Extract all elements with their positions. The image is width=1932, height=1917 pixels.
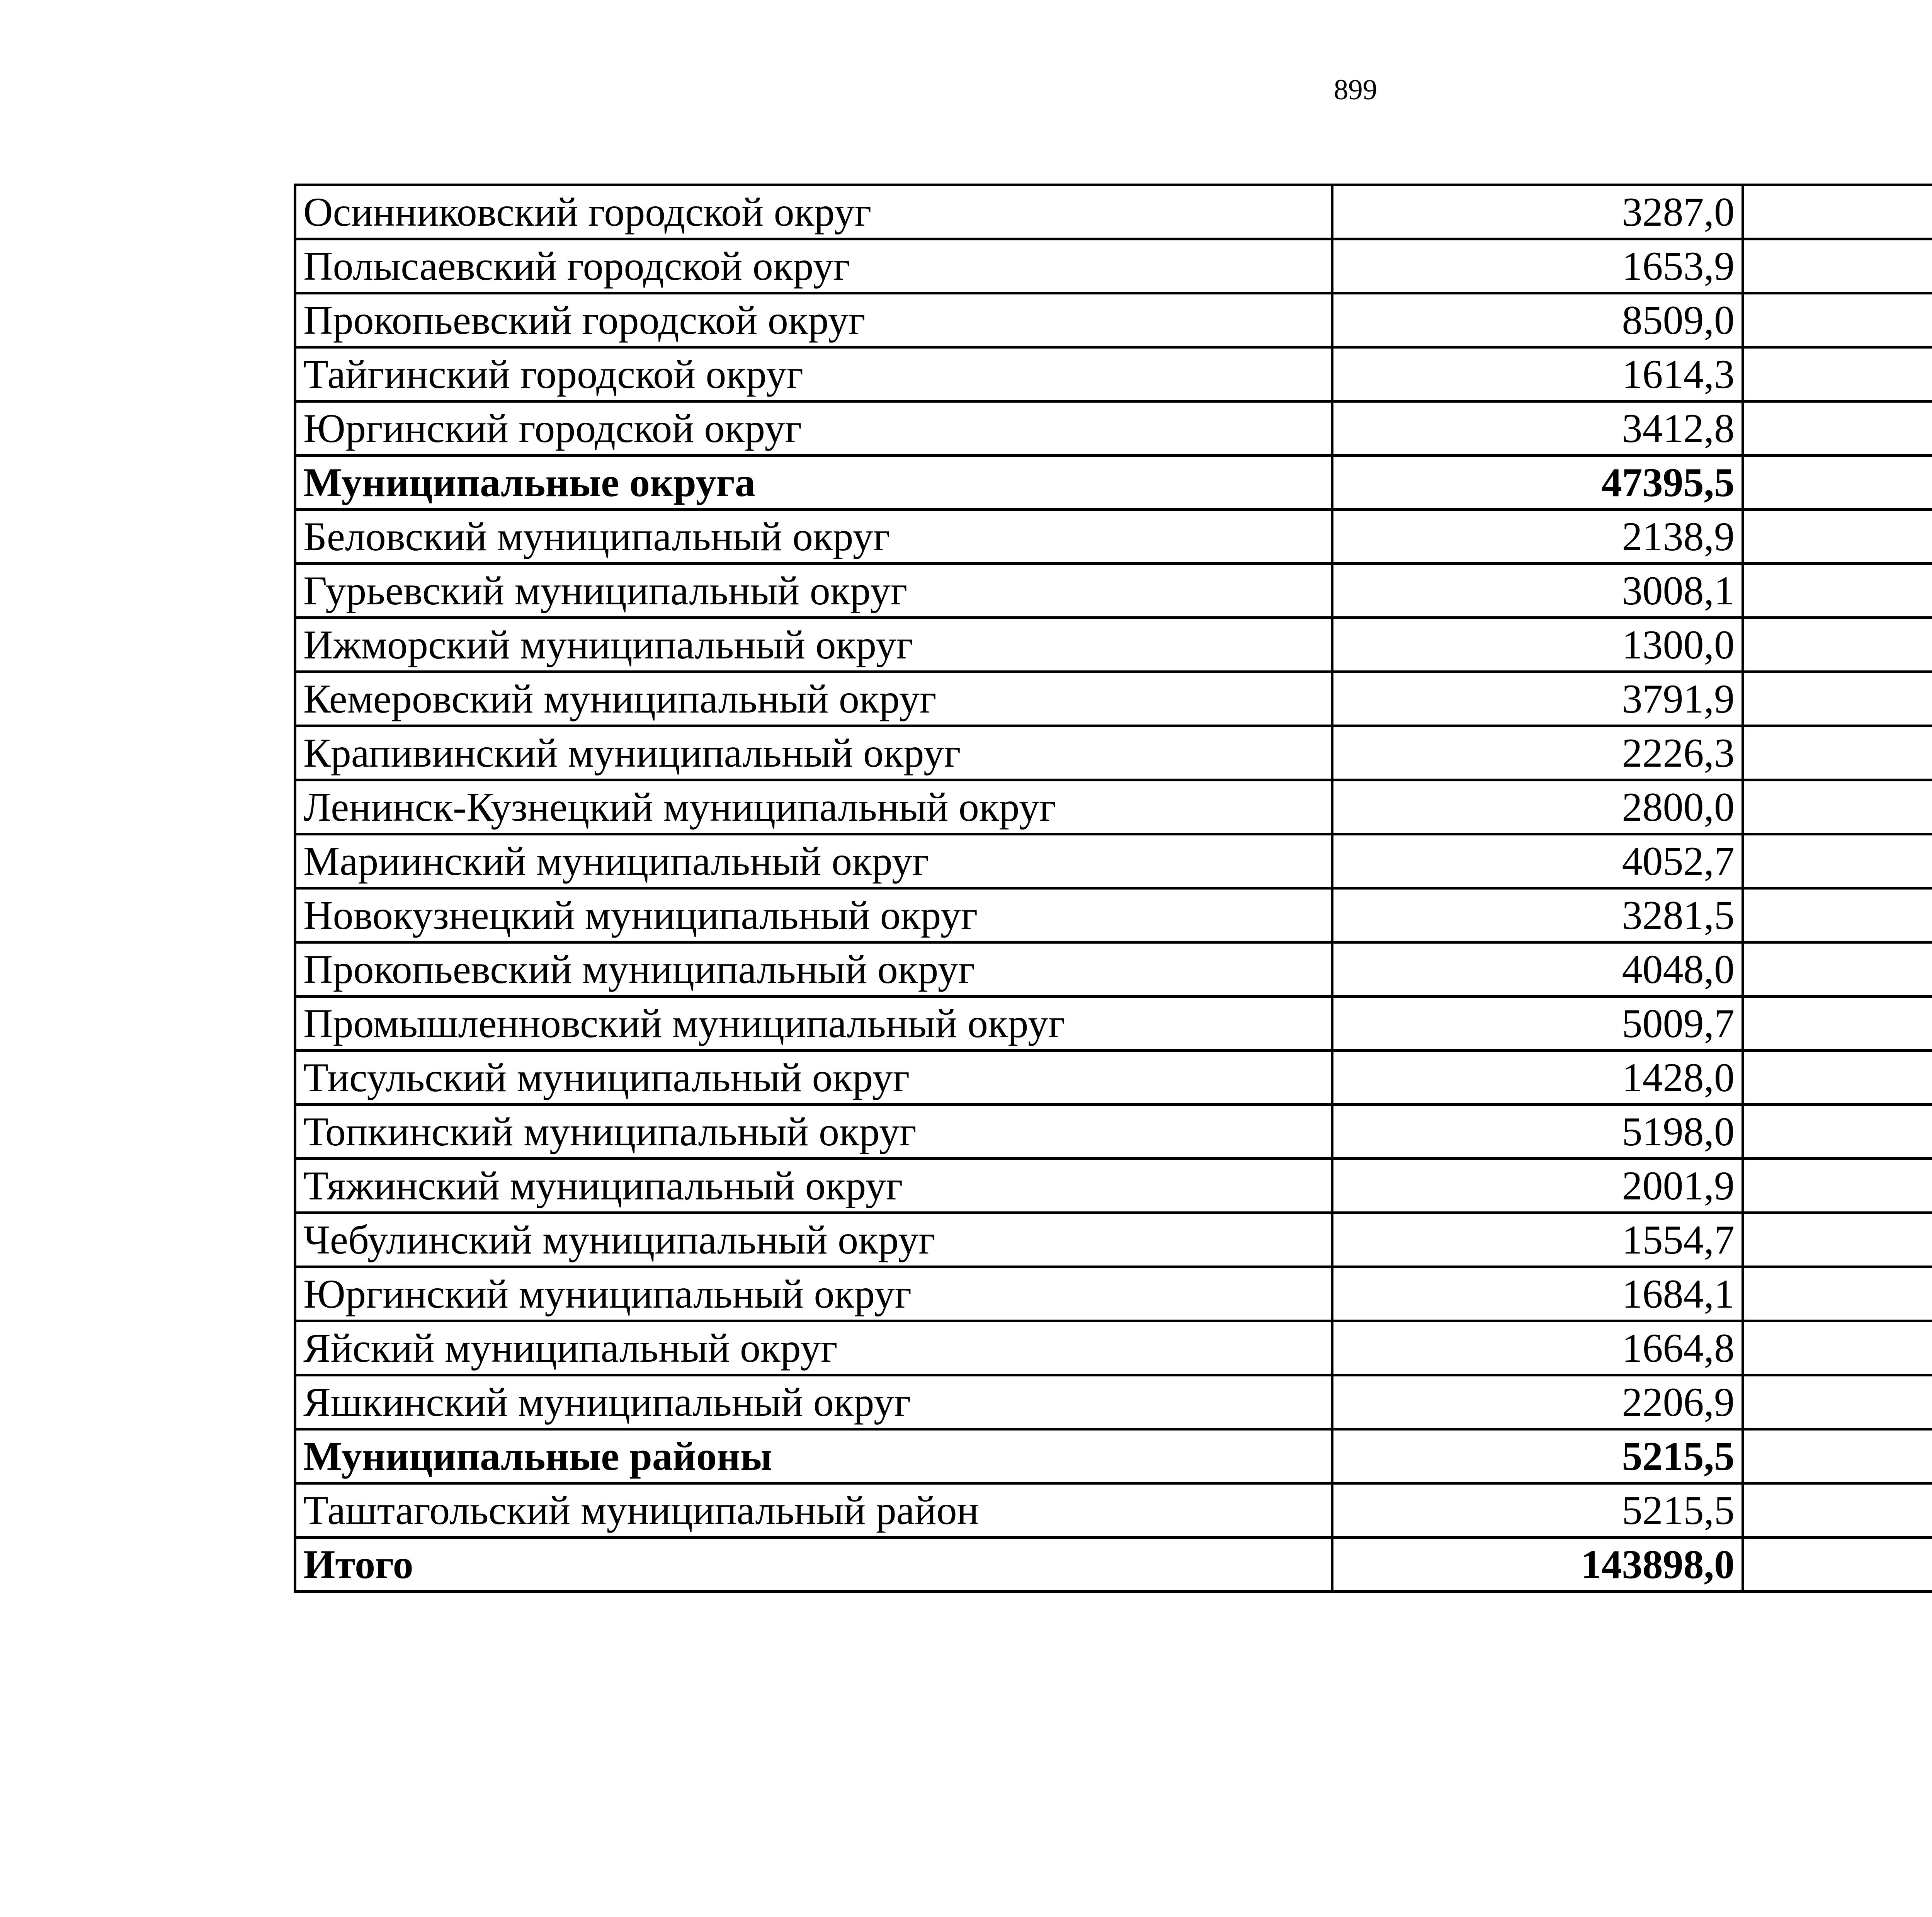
table-row: [295, 1375, 1932, 1429]
row-value-1-cell: 1684,1: [1332, 1267, 1743, 1321]
row-name-cell: Беловский муниципальный округ: [295, 510, 1332, 564]
row-value-1-cell: 5215,5: [1332, 1483, 1743, 1538]
table-row: [295, 672, 1932, 726]
row-name-cell: Итого: [295, 1538, 1332, 1592]
row-name-cell: Кемеровский муниципальный округ: [295, 672, 1332, 726]
row-name-cell: Яйский муниципальный округ: [295, 1321, 1332, 1375]
row-name-cell: Яшкинский муниципальный округ: [295, 1375, 1332, 1429]
row-value-1-cell: 4048,0: [1332, 942, 1743, 997]
row-value-1-cell: 1428,0: [1332, 1051, 1743, 1105]
row-name-cell: Таштагольский муниципальный район: [295, 1483, 1332, 1538]
row-value-2-cell: [1743, 239, 1932, 293]
table-body: [295, 185, 1932, 1592]
row-value-1-cell: 5009,7: [1332, 997, 1743, 1051]
table-row: [295, 618, 1932, 672]
table-row: [295, 1483, 1932, 1538]
row-name-cell: Ленинск-Кузнецкий муниципальный округ: [295, 780, 1332, 834]
row-name-cell: Прокопьевский городской округ: [295, 293, 1332, 347]
table-row: [295, 239, 1932, 293]
row-value-2-cell: [1743, 1483, 1932, 1538]
table-row: [295, 347, 1932, 401]
row-name-cell: Мариинский муниципальный округ: [295, 834, 1332, 888]
row-name-cell: Гурьевский муниципальный округ: [295, 564, 1332, 618]
row-name-cell: Тайгинский городской округ: [295, 347, 1332, 401]
table-row: [295, 1051, 1932, 1105]
row-value-2-cell: [1743, 401, 1932, 456]
page-number: 899: [1333, 74, 1378, 106]
row-value-1-cell: 5198,0: [1332, 1105, 1743, 1159]
row-name-cell: Муниципальные округа: [295, 456, 1332, 510]
row-value-2-cell: [1743, 564, 1932, 618]
data-table: [294, 184, 1932, 1593]
row-value-1-cell: 1554,7: [1332, 1213, 1743, 1267]
row-value-2-cell: [1743, 780, 1932, 834]
row-value-2-cell: [1743, 997, 1932, 1051]
row-value-2-cell: [1743, 1538, 1932, 1592]
row-value-1-cell: 3791,9: [1332, 672, 1743, 726]
row-name-cell: Юргинский городской округ: [295, 401, 1332, 456]
table-row: [295, 780, 1932, 834]
row-name-cell: Юргинский муниципальный округ: [295, 1267, 1332, 1321]
row-value-2-cell: [1743, 1375, 1932, 1429]
row-value-1-cell: 3412,8: [1332, 401, 1743, 456]
row-value-1-cell: 2800,0: [1332, 780, 1743, 834]
row-value-1-cell: 143898,0: [1332, 1538, 1743, 1592]
row-value-2-cell: [1743, 185, 1932, 239]
table-row: [295, 564, 1932, 618]
row-value-2-cell: [1743, 1267, 1932, 1321]
row-value-2-cell: [1743, 726, 1932, 780]
table-row: [295, 293, 1932, 347]
table-row: [295, 942, 1932, 997]
table-row: [295, 1321, 1932, 1375]
row-value-2-cell: [1743, 1159, 1932, 1213]
table-row: [295, 1213, 1932, 1267]
row-value-1-cell: 2001,9: [1332, 1159, 1743, 1213]
table-row: [295, 1105, 1932, 1159]
table-row: [295, 726, 1932, 780]
row-value-1-cell: 5215,5: [1332, 1429, 1743, 1483]
row-name-cell: Прокопьевский муниципальный округ: [295, 942, 1332, 997]
row-value-2-cell: [1743, 1213, 1932, 1267]
table-row-total: [295, 456, 1932, 510]
row-name-cell: Тяжинский муниципальный округ: [295, 1159, 1332, 1213]
table-row-total: [295, 1538, 1932, 1592]
row-value-2-cell: [1743, 347, 1932, 401]
row-value-1-cell: 8509,0: [1332, 293, 1743, 347]
row-value-1-cell: 4052,7: [1332, 834, 1743, 888]
row-name-cell: Муниципальные районы: [295, 1429, 1332, 1483]
table-row: [295, 1159, 1932, 1213]
row-name-cell: Тисульский муниципальный округ: [295, 1051, 1332, 1105]
row-value-2-cell: [1743, 456, 1932, 510]
row-name-cell: Новокузнецкий муниципальный округ: [295, 888, 1332, 942]
row-value-1-cell: 1664,8: [1332, 1321, 1743, 1375]
row-name-cell: Крапивинский муниципальный округ: [295, 726, 1332, 780]
row-name-cell: Осинниковский городской округ: [295, 185, 1332, 239]
table-row: [295, 997, 1932, 1051]
row-value-2-cell: [1743, 888, 1932, 942]
row-name-cell: Ижморский муниципальный округ: [295, 618, 1332, 672]
table-row: [295, 510, 1932, 564]
table-row-total: [295, 1429, 1932, 1483]
row-value-1-cell: 2206,9: [1332, 1375, 1743, 1429]
table-row: [295, 888, 1932, 942]
row-value-1-cell: 3281,5: [1332, 888, 1743, 942]
row-value-2-cell: [1743, 834, 1932, 888]
row-value-2-cell: [1743, 293, 1932, 347]
row-name-cell: Чебулинский муниципальный округ: [295, 1213, 1332, 1267]
table-row: [295, 834, 1932, 888]
row-name-cell: Топкинский муниципальный округ: [295, 1105, 1332, 1159]
row-value-1-cell: 1614,3: [1332, 347, 1743, 401]
row-value-1-cell: 1300,0: [1332, 618, 1743, 672]
row-value-2-cell: [1743, 618, 1932, 672]
row-value-1-cell: 3287,0: [1332, 185, 1743, 239]
row-value-1-cell: 2226,3: [1332, 726, 1743, 780]
row-value-2-cell: [1743, 510, 1932, 564]
table-row: [295, 401, 1932, 456]
row-value-2-cell: [1743, 942, 1932, 997]
row-value-1-cell: 1653,9: [1332, 239, 1743, 293]
row-name-cell: Полысаевский городской округ: [295, 239, 1332, 293]
row-value-2-cell: [1743, 1321, 1932, 1375]
row-value-2-cell: [1743, 1105, 1932, 1159]
row-value-1-cell: 2138,9: [1332, 510, 1743, 564]
table-row: [295, 185, 1932, 239]
table-row: [295, 1267, 1932, 1321]
row-value-2-cell: [1743, 1429, 1932, 1483]
row-value-1-cell: 47395,5: [1332, 456, 1743, 510]
row-value-2-cell: [1743, 672, 1932, 726]
row-value-1-cell: 3008,1: [1332, 564, 1743, 618]
row-value-2-cell: [1743, 1051, 1932, 1105]
row-name-cell: Промышленновский муниципальный округ: [295, 997, 1332, 1051]
